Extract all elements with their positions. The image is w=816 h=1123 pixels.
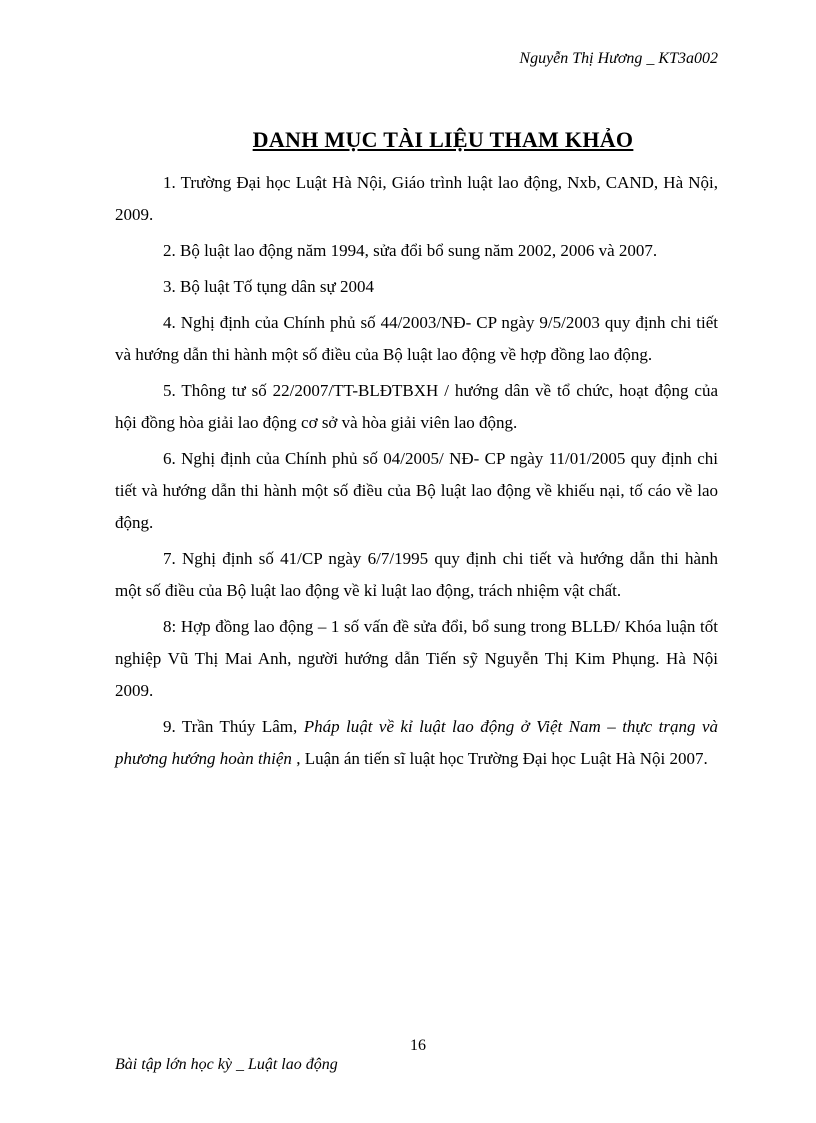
reference-list bbox=[115, 167, 718, 779]
reference-item-9 bbox=[115, 711, 718, 775]
page-header: Nguyễn Thị Hương _ KT3a002 bbox=[519, 50, 718, 67]
reference-9-prefix: 9. Trần Thúy Lâm, bbox=[163, 717, 304, 736]
reference-item-4: 4. Nghị định của Chính phủ số 44/2003/NĐ- CP ngày 9/5/2003 quy định chi tiết và hướng dẫn thi hành một số điều của Bộ luật lao động về hợp đồng lao động. bbox=[115, 313, 718, 364]
reference-item-2: 2. Bộ luật lao động năm 1994, sửa đổi bổ sung năm 2002, 2006 và 2007. bbox=[163, 241, 658, 260]
reference-9-italic-title: Pháp luật về kỉ luật lao động ở Việt Nam – thực trạng và phương hướng hoàn thiện bbox=[115, 717, 718, 768]
reference-item-8: 8: Hợp đồng lao động – 1 số vấn đề sửa đổi, bổ sung trong BLLĐ/ Khóa luận tốt nghiệp Vũ Thị Mai Anh, người hướng dẫn Tiến sỹ Nguyễn Thị Kim Phụng. Hà Nội 2009. bbox=[115, 617, 718, 700]
page-title: DANH MỤC TÀI LIỆU THAM KHẢO bbox=[252, 127, 634, 152]
reference-item-6: 6. Nghị định của Chính phủ số 04/2005/ NĐ- CP ngày 11/01/2005 quy định chi tiết và hướng dẫn thi hành một số điều của Bộ luật lao động về khiếu nại, tố cáo về lao động. bbox=[115, 449, 718, 532]
reference-item-5: 5. Thông tư số 22/2007/TT-BLĐTBXH / hướng dân về tổ chức, hoạt động của hội đồng hòa giải lao động cơ sở và hòa giải viên lao động. bbox=[115, 381, 718, 432]
reference-9-suffix: , Luận án tiến sĩ luật học Trường Đại học Luật Hà Nội 2007. bbox=[291, 749, 708, 768]
page-number: 16 bbox=[410, 1037, 426, 1054]
page-footer: Bài tập lớn học kỳ _ Luật lao động bbox=[115, 1056, 338, 1073]
reference-item-1: 1. Trường Đại học Luật Hà Nội, Giáo trình luật lao động, Nxb, CAND, Hà Nội, 2009. bbox=[115, 173, 718, 224]
reference-item-7: 7. Nghị định số 41/CP ngày 6/7/1995 quy định chi tiết và hướng dẫn thi hành một số điều của Bộ luật lao động về kỉ luật lao động, trách nhiệm vật chất. bbox=[115, 549, 718, 600]
reference-item-3: 3. Bộ luật Tố tụng dân sự 2004 bbox=[163, 277, 375, 296]
